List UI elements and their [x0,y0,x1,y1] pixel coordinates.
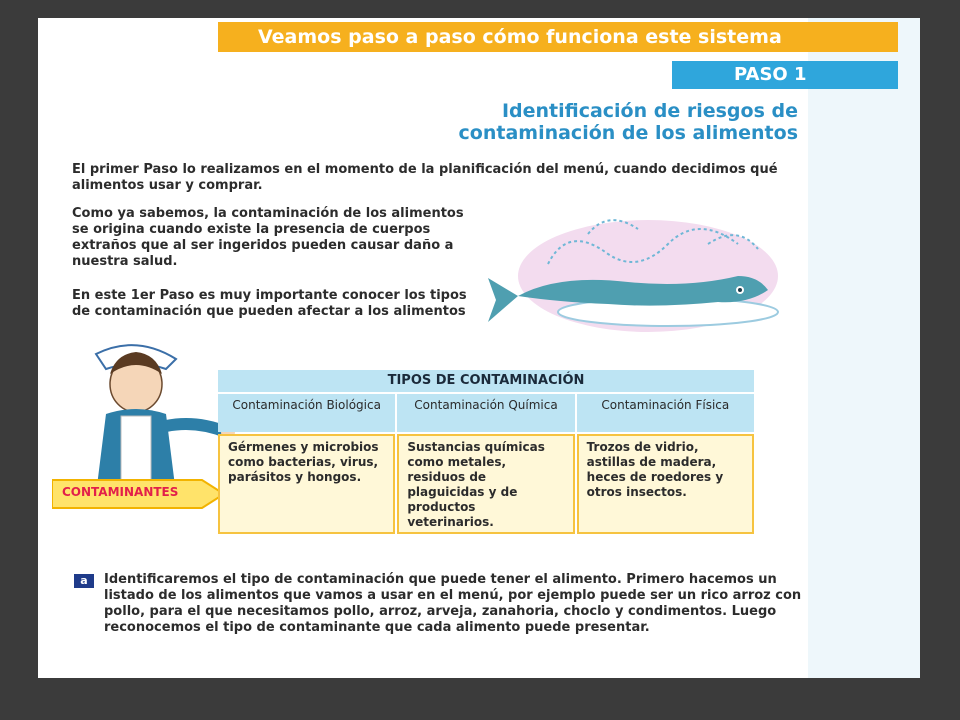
section-title [338,100,798,144]
table-cell: Sustancias químicas como metales, residuos de plaguicidas y de productos veterinarios. [397,434,574,534]
title-line-1: Identificación de riesgos de [501,100,798,122]
cook-illustration [66,344,236,494]
paragraph-step-a: Identificaremos el tipo de contaminación que puede tener el alimento. Primero hacemos un listado de los alimentos que vamos a usar en el menú, por ejemplo puede ser un rico arroz con pollo, para el que necesitamos pollo, arroz, arveja, zanahoria, choclo y condimentos. Luego reconocemos el tipo de contaminante que cada alimento puede presentar. [104,572,802,635]
table-row [218,434,754,534]
table-header-cell: Contaminación Física [577,394,754,432]
step-badge: a [74,574,94,588]
table-header-cell: Contaminación Química [397,394,574,432]
table-header-cell: Contaminación Biológica [218,394,395,432]
table-cell: Gérmenes y microbios como bacterias, virus, parásitos y hongos. [218,434,395,534]
paragraph-intro: El primer Paso lo realizamos en el momento de la planificación del menú, cuando decidimos qué alimentos usar y comprar. [72,162,778,193]
header-banner: Veamos paso a paso cómo funciona este sistema [218,22,898,52]
table-title: TIPOS DE CONTAMINACIÓN [218,370,754,392]
contamination-table [218,394,754,534]
table-header-row [218,394,754,432]
title-line-2: contaminación de los alimentos [458,122,798,144]
fish-plate-illustration [478,204,798,344]
table-cell: Trozos de vidrio, astillas de madera, heces de roedores y otros insectos. [577,434,754,534]
side-strip [808,18,920,678]
document-page [38,18,920,678]
paragraph-types: En este 1er Paso es muy importante conocer los tipos de contaminación que pueden afectar a los alimentos [72,288,467,319]
paragraph-contamination: Como ya sabemos, la contaminación de los alimentos se origina cuando existe la presencia de cuerpos extraños que al ser ingeridos pueden causar daño a nuestra salud. [72,206,464,269]
contaminantes-label: CONTAMINANTES [62,485,179,499]
step-label: PASO 1 [672,61,898,89]
